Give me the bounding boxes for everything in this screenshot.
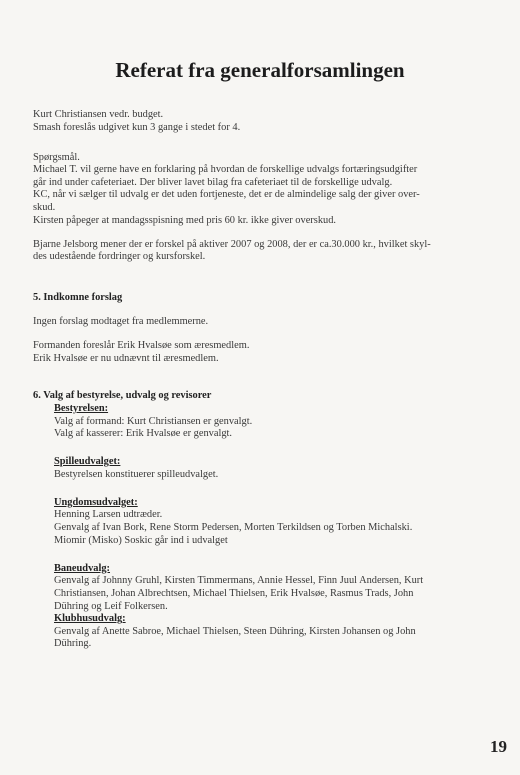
paragraph-line: Henning Larsen udtræder. — [54, 509, 163, 521]
paragraph-line: Michael T. vil gerne have en forklaring på hvordan de forskellige udvalgs fortæringsudgifter — [33, 164, 418, 176]
section-heading-6: 6. Valg af bestyrelse, udvalg og revisorer — [33, 390, 212, 402]
paragraph-line: Miomir (Misko) Soskic går ind i udvalget — [54, 534, 228, 546]
paragraph-line: KC, når vi sælger til udvalg er det uden fortjeneste, det er de almindelige salg der giver over- — [33, 189, 420, 201]
section-6-content — [33, 403, 498, 651]
paragraph-line: Kurt Christiansen vedr. budget. — [33, 109, 164, 120]
paragraph-line: Valg af kasserer: Erik Hvalsøe er genvalgt. — [54, 428, 233, 440]
paragraph-line: Bestyrelsen konstituerer spilleudvalget. — [54, 468, 219, 480]
subheading-bestyrelsen: Bestyrelsen: — [54, 402, 109, 414]
paragraph-line: Smash foreslås udgivet kun 3 gange i stedet for 4. — [33, 121, 241, 133]
paragraph-line: går ind under cafeteriaet. Der bliver lavet bilag fra cafeteriaet til de forskellige udvalg. — [33, 176, 393, 188]
paragraph-line: Kirsten påpeger at mandagsspisning med pris 60 kr. ikke giver overskud. — [33, 214, 336, 226]
page-number: 19 — [490, 737, 507, 756]
paragraph-line: Ingen forslag modtaget fra medlemmerne. — [33, 316, 209, 328]
paragraph-line: skud. — [33, 202, 56, 214]
document-body — [33, 109, 498, 651]
paragraph-line: Formanden foreslår Erik Hvalsøe som æresmedlem. — [33, 340, 250, 352]
paragraph-line: Bjarne Jelsborg mener der er forskel på aktiver 2007 og 2008, der er ca.30.000 kr., hvilket skyl- — [33, 238, 431, 250]
paragraph-line: Erik Hvalsøe er nu udnævnt til æresmedlem. — [33, 352, 219, 364]
paragraph-line: des udestående fordringer og kursforskel. — [33, 251, 206, 263]
paragraph-line: Genvalg af Ivan Bork, Rene Storm Pedersen, Morten Terkildsen og Torben Michalski. — [54, 522, 413, 534]
section-heading-5: 5. Indkomne forslag — [33, 291, 123, 303]
subheading-klubhusudvalg: Klubhusudvalg: — [54, 613, 126, 625]
paragraph-line: Genvalg af Johnny Gruhl, Kirsten Timmermans, Annie Hessel, Finn Juul Andersen, Kurt — [54, 575, 424, 587]
paragraph-line: Dühring. — [54, 638, 92, 650]
subheading-baneudvalg: Baneudvalg: — [54, 562, 111, 574]
subheading-ungdomsudvalget: Ungdomsudvalget: — [54, 496, 138, 508]
paragraph-line: Genvalg af Anette Sabroe, Michael Thielsen, Steen Dühring, Kirsten Johansen og John — [54, 625, 416, 637]
subheading-spilleudvalget: Spilleudvalget: — [54, 456, 121, 468]
paragraph-line: Valg af formand: Kurt Christiansen er genvalgt. — [54, 415, 253, 427]
paragraph-line: Dühring og Leif Folkersen. — [54, 600, 168, 612]
paragraph-line: Christiansen, Johan Albrechtsen, Michael Thielsen, Erik Hvalsøe, Rasmus Trads, John — [54, 587, 414, 599]
page-title: Referat fra generalforsamlingen — [115, 58, 405, 82]
paragraph-line: Spørgsmål. — [33, 151, 80, 163]
